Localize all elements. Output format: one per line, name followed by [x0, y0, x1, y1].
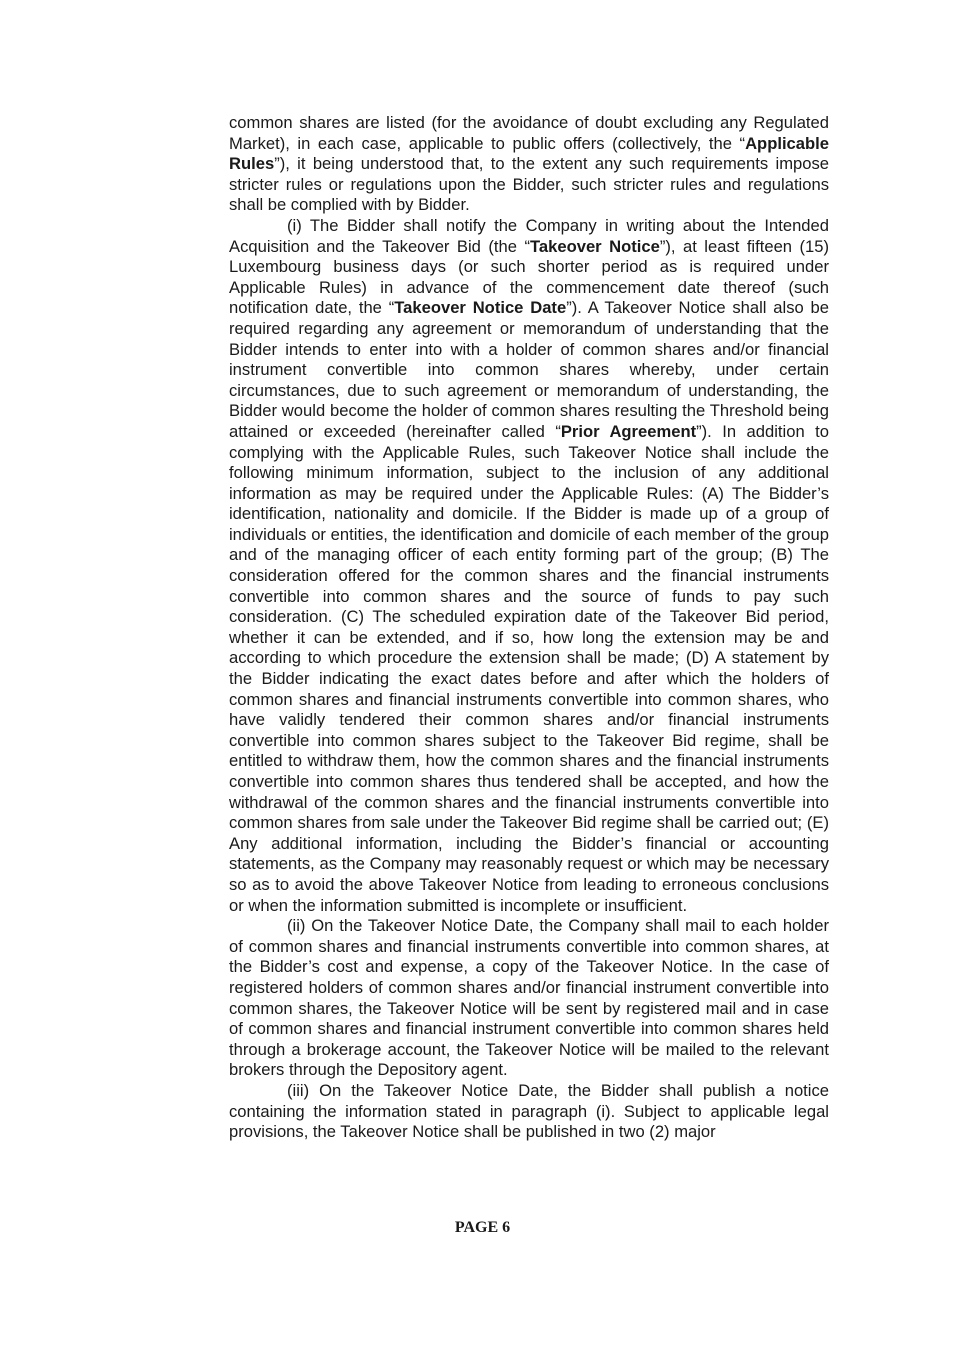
paragraph-ii: (ii) On the Takeover Notice Date, the Company shall mail to each holder of common shares and financial instruments convertible into common shares, at the Bidder’s cost and expense, a copy of the Takeover Notice. In the case of registered holders of common shares and/or financial instrument convertible into common shares, the Takeover Notice will be sent by registered mail and in case of common shares and financial instrument convertible into common shares held through a brokerage account, the Takeover Notice will be mailed to the relevant brokers through the Depository agent.: [229, 916, 829, 1080]
defined-term-applicable-rules: Applicable Rules: [229, 133, 829, 174]
defined-term-takeover-notice-date: Takeover Notice Date: [394, 298, 567, 318]
paragraph-continuation: [229, 113, 829, 216]
paragraph-text: ”), at least fifteen (15) Luxembourg business days (or such shorter period as is required under Applicable Rules) in advance of the commencement date thereof (such notification date, the “: [229, 236, 830, 318]
paragraph-i: [229, 216, 829, 916]
defined-term-takeover-notice: Takeover Notice: [530, 236, 660, 256]
paragraph-text: common shares are listed (for the avoidance of doubt excluding any Regulated Market), in each case, applicable to public offers (collectively, the “: [229, 113, 829, 153]
defined-term-prior-agreement: Prior Agreement: [560, 421, 697, 441]
page-number-footer: PAGE 6: [454, 1219, 511, 1236]
paragraph-text: ”), it being understood that, to the extent any such requirements impose stricter rules or regulations upon the Bidder, such stricter rules and regulations shall be complied with by Bidder.: [229, 154, 829, 215]
paragraph-text: (i) The Bidder shall notify the Company in writing about the Intended Acquisition and the Takeover Bid (the “: [229, 215, 829, 256]
paragraph-text: ”). A Takeover Notice shall also be required regarding any agreement or memorandum of understanding that the Bidder intends to enter into with a holder of common shares and/or financial instrument convertible into common shares whereby, under certain circumstances, due to such agreement or memorandum of understanding, the Bidder would become the holder of common shares resulting the Threshold being attained or exceeded (hereinafter called “: [229, 298, 829, 441]
paragraph-iii: (iii) On the Takeover Notice Date, the Bidder shall publish a notice containing the information stated in paragraph (i). Subject to applicable legal provisions, the Takeover Notice shall be published in two (2) major: [229, 1080, 829, 1142]
paragraph-text: ”). In addition to complying with the Applicable Rules, such Takeover Notice shall include the following minimum information, subject to the inclusion of any additional information as may be required under the Applicable Rules: (A) The Bidder’s identification, nationality and domicile. If the Bidder is made up of a group of individuals or entities, the identification and domicile of each member of the group and of the managing officer of each entity forming part of the group; (B) The consideration offered for the common shares and the financial instruments convertible into common shares and the source of funds to pay such consideration. (C) The scheduled expiration date of the Takeover Bid period, whether it can be extended, and if so, how long the extension may be and according to which procedure the extension shall be made; (D) A statement by the Bidder indicating the exact dates before and after which the holders of common shares and financial instruments convertible into common shares, who have validly tendered their common shares and/or financial instruments convertible into common shares subject to the Takeover Bid regime, shall be entitled to withdraw them, how the common shares and the financial instruments convertible into common shares thus tendered shall be accepted, and how the withdrawal of the common shares and the financial instruments convertible into common shares from sale under the Takeover Bid regime shall be carried out; (E) Any additional information, including the Bidder’s financial or accounting statements, as the Company may reasonably request or which may be necessary so as to avoid the above Takeover Notice from leading to erroneous conclusions or when the information submitted is incomplete or insufficient.: [229, 421, 829, 915]
body-text: [229, 113, 829, 1143]
